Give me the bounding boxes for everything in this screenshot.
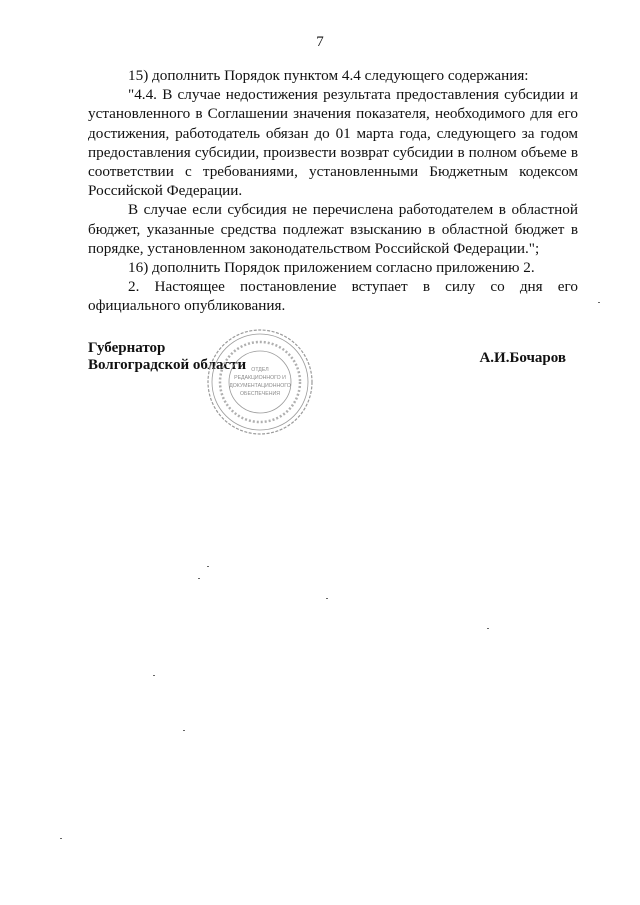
stamp-text-line: ОБЕСПЕЧЕНИЯ <box>240 391 280 397</box>
document-body <box>88 66 578 316</box>
official-stamp-seal <box>205 327 315 437</box>
signatory-title-line: Губернатор <box>88 340 166 356</box>
signature-block <box>88 340 578 380</box>
paragraph: 16) дополнить Порядок приложением согласно приложению 2. <box>128 259 535 277</box>
scan-speck <box>207 566 209 567</box>
paragraph: В случае если субсидия не перечислена работодателем в областной бюджет, указанные средства подлежат взысканию в областной бюджет в порядке, установленном законодательством Российской Федерации."; <box>88 201 578 257</box>
scan-speck <box>326 598 328 599</box>
stamp-text-line: ДОКУМЕНТАЦИОННОГО <box>229 383 291 389</box>
signatory-title-line: Волгоградской области <box>88 357 247 373</box>
scan-speck <box>153 675 155 676</box>
scan-speck <box>198 578 200 579</box>
stamp-text-line: ОТДЕЛ <box>251 367 269 373</box>
scan-speck <box>487 628 489 629</box>
page-number: 7 <box>316 34 324 50</box>
scan-speck <box>60 838 62 839</box>
signatory-name: А.И.Бочаров <box>479 350 566 366</box>
paragraph: 15) дополнить Порядок пунктом 4.4 следующего содержания: <box>128 67 529 84</box>
scan-speck <box>598 302 600 303</box>
scan-speck <box>183 730 185 731</box>
paragraph: "4.4. В случае недостижения результата предоставления субсидии и установленного в Соглашении значения показателя, необходимого для его достижения, работодатель обязан до 01 марта года, следующего за годом предоставления субсидии, произвести возврат субсидии в полном объеме в соответствии с требованиями, установленными Бюджетным кодексом Российской Федерации. <box>88 86 578 200</box>
paragraph: 2. Настоящее постановление вступает в силу со дня его официального опубликования. <box>88 278 578 315</box>
stamp-text-line: РЕДАКЦИОННОГО И <box>234 375 286 381</box>
